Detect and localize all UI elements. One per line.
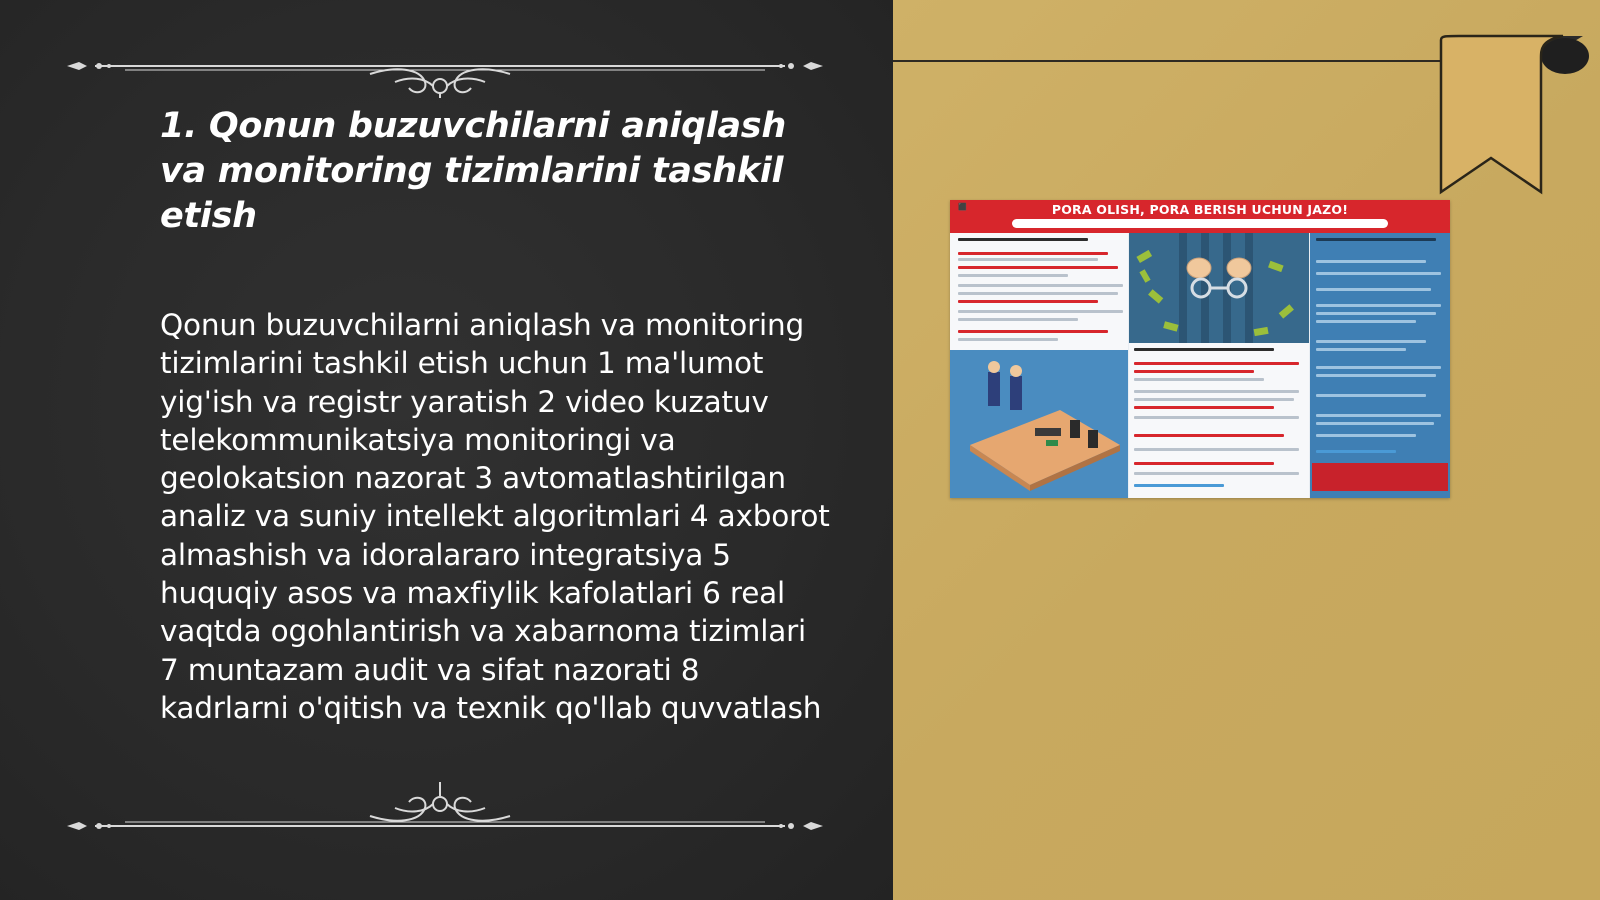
poster-text-line [1134, 448, 1299, 451]
divider-line [893, 60, 1473, 62]
poster-text-line [1134, 416, 1299, 419]
slide-title: 1. Qonun buzuvchilarni aniqlash va monitoring tizimlarini tashkil etish [160, 106, 786, 236]
poster-text-line [958, 338, 1058, 341]
poster-text-line [1134, 484, 1224, 487]
poster-text-line [1316, 312, 1436, 315]
poster-text-line [958, 318, 1078, 321]
poster-text-line [1316, 394, 1426, 397]
poster-subtitle-bar [1012, 219, 1388, 228]
poster-title: PORA OLISH, PORA BERISH UCHUN JAZO! [1051, 202, 1349, 217]
poster-text-line [1316, 340, 1426, 343]
slide-body-text: Qonun buzuvchilarni aniqlash va monitoring tizimlarini tashkil etish uchun 1 ma'lumot yig'ish va registr yaratish 2 video kuzatuv telekommunikatsiya monitoringi va geolokatsion nazorat 3 avtomatlashtirilgan analiz va suniy intellekt algoritmlari 4 axborot almashish va idoralararo integratsiya 5 huquqiy asos va maxfiylik kafolatlari 6 real vaqtda ogohlantirish va xabarnoma tizimlari 7 muntazam audit va sifat nazorati 8 kadrlarni o'qitish va texnik qo'llab quvvatlash [160, 308, 830, 725]
poster-text-line [1134, 462, 1274, 465]
poster-text-line [1316, 272, 1441, 275]
poster-text-line [1316, 348, 1406, 351]
poster-text-line [1316, 320, 1416, 323]
poster-text-line [958, 258, 1098, 261]
poster-text-line [958, 300, 1098, 303]
poster-text-line [1134, 378, 1264, 381]
poster-text-line [958, 252, 1108, 255]
poster-text-line [1316, 260, 1426, 263]
poster-text-line [958, 310, 1123, 313]
poster-text-line [1134, 472, 1299, 475]
poster-text-line [1316, 366, 1441, 369]
poster-text-line [1316, 238, 1436, 241]
poster-text-line [1134, 406, 1274, 409]
poster-text-line [1316, 288, 1431, 291]
poster-text-line [1316, 450, 1396, 453]
poster-footer-banner [1312, 463, 1448, 491]
poster-text-line [1134, 434, 1284, 437]
poster-text-line [958, 330, 1108, 333]
poster-logo-icon: ⬛ [958, 203, 967, 211]
poster-header [950, 200, 1450, 233]
poster-text-line [1134, 370, 1254, 373]
poster-text-line [1316, 414, 1441, 417]
handcuffs-illustration-icon [1129, 233, 1309, 343]
poster-text-line [1316, 434, 1416, 437]
poster-text-line [958, 238, 1088, 241]
bookmark-ribbon-icon [1433, 34, 1593, 204]
poster-text-line [1134, 362, 1299, 365]
poster-text-line [958, 292, 1118, 295]
poster-text-line [958, 284, 1123, 287]
poster-text-line [1316, 304, 1441, 307]
poster-text-line [1134, 348, 1274, 351]
infographic-poster [950, 200, 1450, 498]
poster-text-line [1316, 422, 1434, 425]
ornament-bottom-icon [65, 770, 825, 830]
poster-text-line [958, 266, 1118, 269]
poster-text-line [958, 274, 1068, 277]
office-scene-illustration-icon [950, 350, 1128, 498]
poster-text-line [1134, 398, 1294, 401]
poster-text-line [1316, 374, 1436, 377]
poster-text-line [1134, 390, 1299, 393]
ornament-top-icon [65, 38, 825, 98]
